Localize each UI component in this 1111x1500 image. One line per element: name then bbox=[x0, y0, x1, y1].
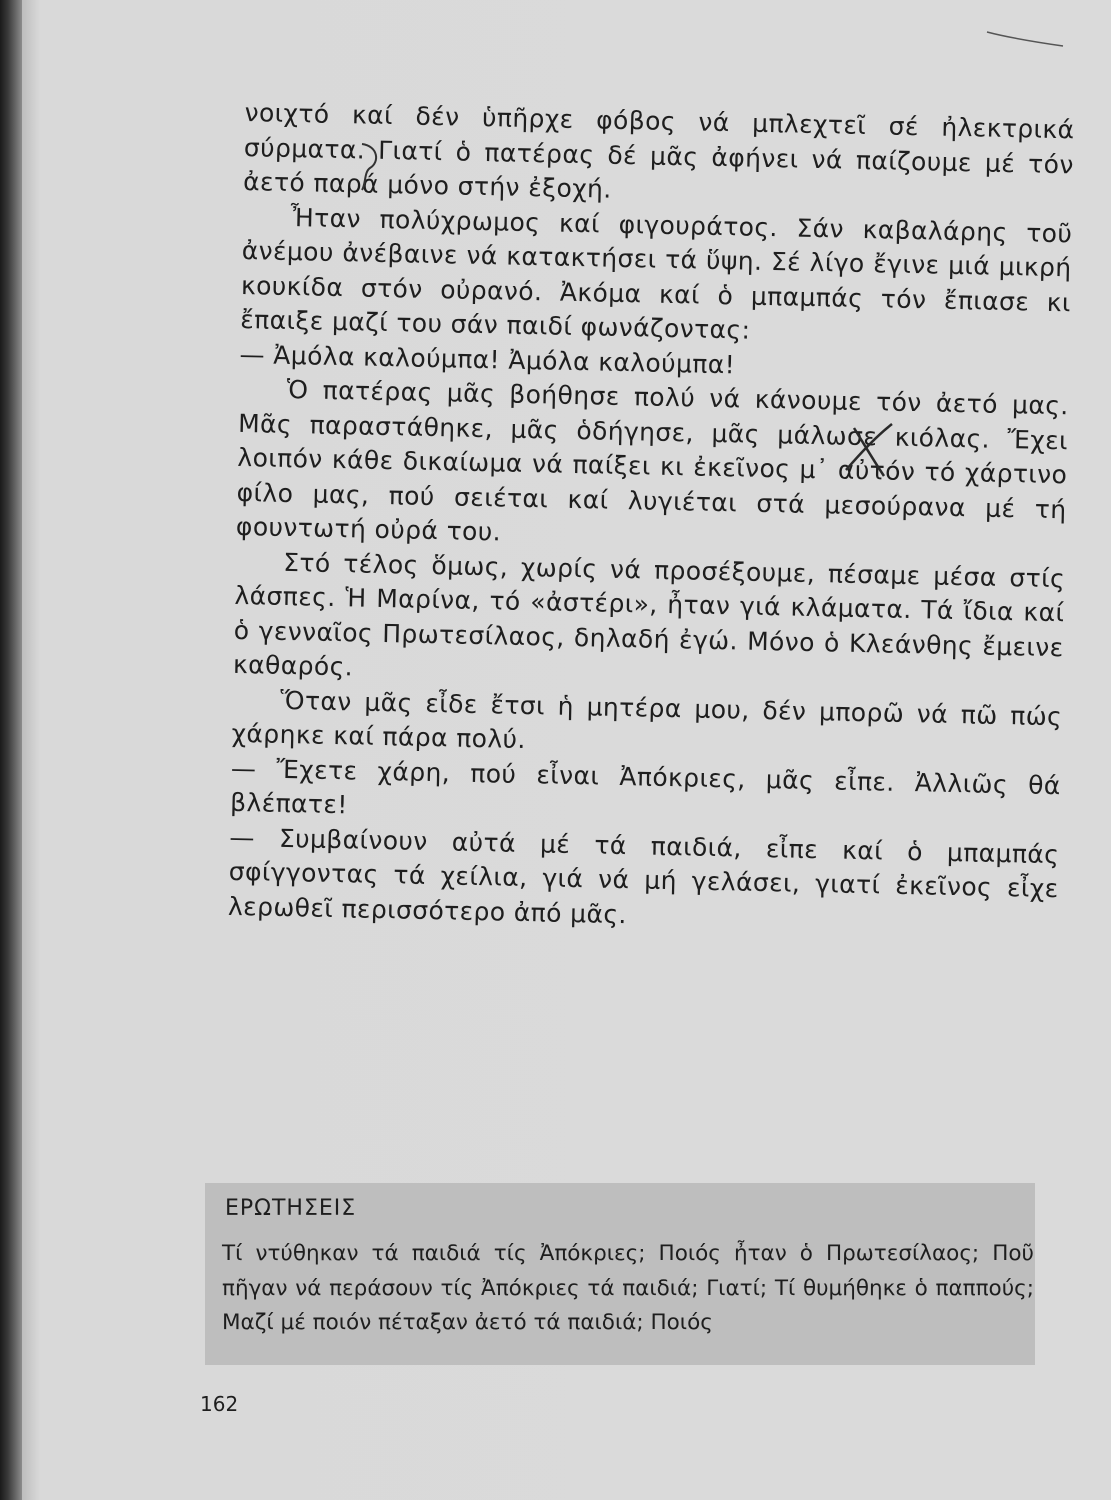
questions-text: Τί ντύθηκαν τά παιδιά τίς Ἀπόκριες; Ποιός ἦταν ὁ Πρωτεσίλαος; Ποῦ πῆγαν νά περάσουν τίς Ἀπόκριες τά παιδιά; Γιατί; Τί θυμήθηκε ὁ παππούς; Μαζί μέ ποιόν πέταξαν ἀετό τά παιδιά; Ποιός bbox=[222, 1241, 1034, 1335]
handwritten-bracket-mark bbox=[358, 140, 384, 192]
story-paragraph: Ἦταν πολύχρωμος καί φιγουράτος. Σάν καβαλάρης τοῦ ἀνέμου ἀνέβαινε νά κατακτήσει τά ὕψη. Σέ λίγο ἔγινε μιά μικρή κουκίδα στόν οὐρανό. Ἀκόμα καί ὁ μπαμπάς τόν ἔπιασε κι ἔπαιξε μαζί του σάν παιδί φωνάζοντας: bbox=[240, 202, 1073, 345]
page-number: 162 bbox=[200, 1392, 239, 1416]
handwritten-x-mark bbox=[840, 418, 896, 482]
story-text bbox=[228, 96, 1075, 941]
story-paragraph: Ὅταν μᾶς εἶδε ἔτσι ἡ μητέρα μου, δέν μπορῶ νά πῶ πώς χάρηκε καί πάρα πολύ. bbox=[231, 685, 1063, 755]
book-binding-edge bbox=[0, 0, 22, 1500]
story-paragraph: νοιχτό καί δέν ὑπῆρχε φόβος νά μπλεχτεῖ σέ ἠλεκτρικά σύρματα. Γιατί ὁ πατέρας δέ μᾶς ἀφήνει νά παίζουμε μέ τόν ἀετό παρά μόνο στήν ἐξοχή. bbox=[242, 97, 1075, 204]
story-dialogue: — Ἔχετε χάρη, πού εἶναι Ἀπόκριες, μᾶς εἶπε. Ἀλλιῶς θά βλέπατε! bbox=[229, 753, 1062, 820]
pencil-stroke-mark bbox=[985, 28, 1065, 50]
story-dialogue: — Συμβαίνουν αὐτά μέ τά παιδιά, εἶπε καί ὁ μπαμπάς σφίγγοντας τά χείλια, γιά νά μή γελάσει, γιατί ἐκεῖνος εἶχε λερωθεῖ περισσότερο ἀπό μᾶς. bbox=[227, 822, 1060, 929]
story-dialogue: — Ἀμόλα καλούμπα! Ἀμόλα καλούμπα! bbox=[239, 339, 736, 379]
questions-heading: ΕΡΩΤΗΣΕΙΣ bbox=[225, 1196, 357, 1221]
story-paragraph: Στό τέλος ὅμως, χωρίς νά προσέξουμε, πέσαμε μέσα στίς λάσπες. Ἡ Μαρίνα, τό «ἀστέρι», ἦταν γιά κλάματα. Τά ἴδια καί ὁ γενναῖος Πρωτεσίλαος, δηλαδή ἐγώ. Μόνο ὁ Κλεάνθης ἔμεινε καθαρός. bbox=[232, 547, 1066, 682]
story-paragraph: Ὁ πατέρας μᾶς βοήθησε πολύ νά κάνουμε τόν ἀετό μας. Μᾶς παραστάθηκε, μᾶς ὁδήγησε, μᾶς μάλωσε κιόλας. Ἔχει λοιπόν κάθε δικαίωμα νά παίξει κι ἐκεῖνος μ᾽ αὐτόν τό χάρτινο φίλο μας, πού σειέται καί λυγιέται στά μεσούρανα μέ τή φουντωτή οὐρά του. bbox=[235, 374, 1069, 547]
